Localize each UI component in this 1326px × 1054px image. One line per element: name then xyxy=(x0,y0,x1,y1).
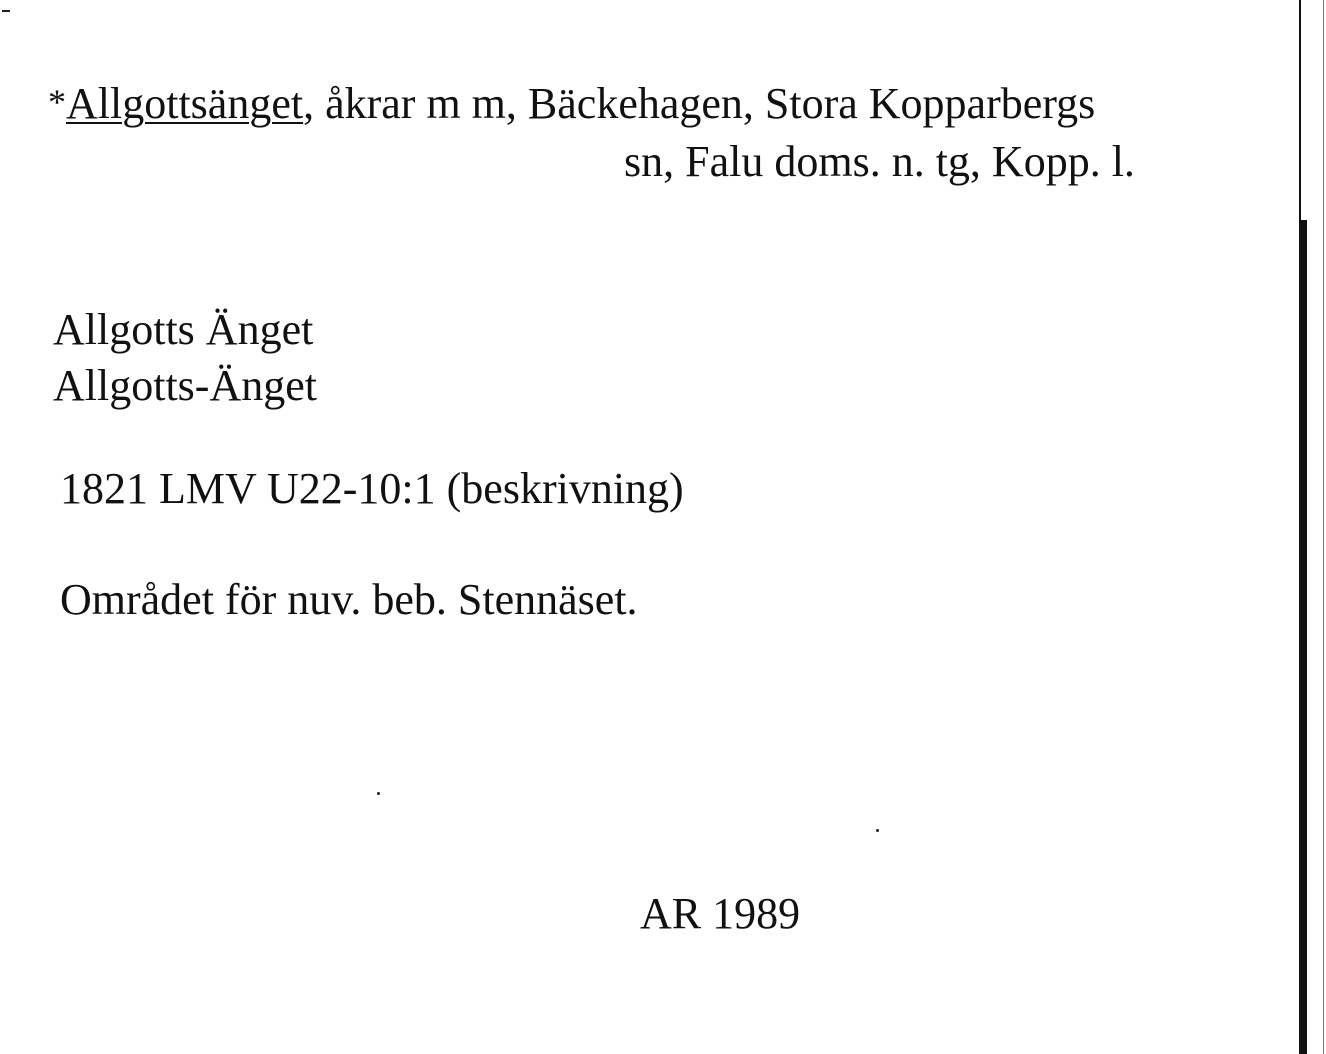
name-variant: Allgotts Änget xyxy=(53,305,314,354)
scan-speck xyxy=(377,792,380,795)
source-reference: 1821 LMV U22-10:1 (beskrivning) xyxy=(60,464,684,513)
asterisk-mark: * xyxy=(48,82,66,122)
location-note: Området för nuv. beb. Stennäset. xyxy=(60,575,638,624)
scan-mark xyxy=(2,10,10,12)
scan-speck xyxy=(876,829,879,832)
signature: AR 1989 xyxy=(640,889,801,938)
place-name: Allgottsänget xyxy=(66,79,304,128)
scan-border-line xyxy=(1323,0,1324,1054)
name-variant: Allgotts-Änget xyxy=(53,361,317,410)
entry-heading-line-1 xyxy=(48,79,1096,128)
entry-heading-line-2: sn, Falu doms. n. tg, Kopp. l. xyxy=(624,137,1135,186)
entry-description: , åkrar m m, Bäckehagen, Stora Kopparbergs xyxy=(303,79,1096,128)
card-edge-shadow xyxy=(1301,220,1307,1054)
